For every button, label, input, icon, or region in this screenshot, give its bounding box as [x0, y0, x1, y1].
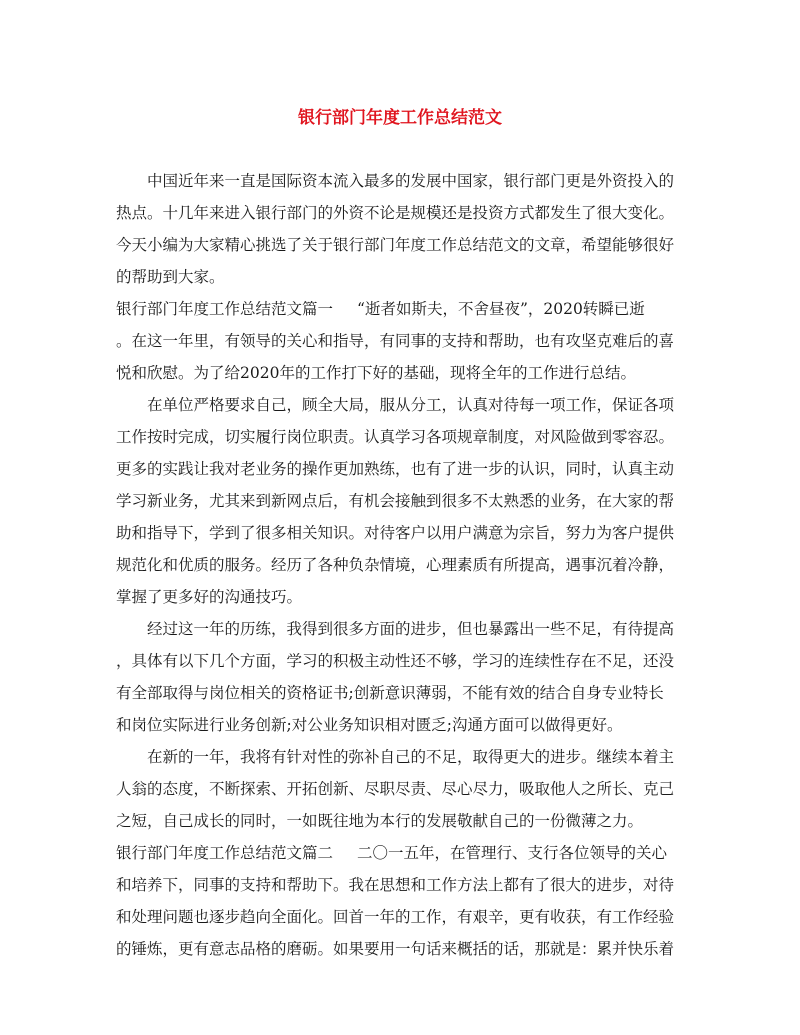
text-line: 学习新业务，尤其来到新网点后，有机会接触到很多不太熟悉的业务，在大家的帮	[116, 492, 675, 510]
text-line: 的帮助到大家。	[116, 268, 225, 286]
text-line: 经过这一年的历练，我得到很多方面的进步，但也暴露出一些不足，有待提高	[147, 620, 675, 638]
text-line: 和培养下，同事的支持和帮助下。我在思想和工作方法上都有了很大的进步，对待	[116, 876, 675, 894]
text-line: 中国近年来一直是国际资本流入最多的发展中国家，银行部门更是外资投入的	[147, 172, 675, 190]
text-line: 规范化和优质的服务。经历了各种负杂情境，心理素质有所提高，遇事沉着冷静，	[116, 556, 675, 574]
text-line: 更多的实践让我对老业务的操作更加熟练，也有了进一步的认识，同时，认真主动	[116, 460, 675, 478]
text-line: ，具体有以下几个方面，学习的积极主动性还不够，学习的连续性存在不足，还没	[116, 652, 675, 670]
text-line: 有全部取得与岗位相关的资格证书;创新意识薄弱，不能有效的结合自身专业特长	[116, 684, 664, 702]
section-heading-line	[116, 837, 686, 869]
text-line: 。在这一年里，有领导的关心和指导，有同事的支持和帮助，也有攻坚克难后的喜	[116, 332, 675, 350]
text-line: 之短，自己成长的同时，一如既往地为本行的发展敬献自己的一份微薄之力。	[116, 812, 644, 830]
text-line: 在新的一年，我将有针对性的弥补自己的不足，取得更大的进步。继续本着主	[147, 748, 675, 766]
text-line: 在单位严格要求自己，顾全大局，服从分工，认真对待每一项工作，保证各项	[147, 396, 675, 414]
section-heading-1: 银行部门年度工作总结范文篇一	[116, 300, 334, 318]
document-title: 银行部门年度工作总结范文	[298, 108, 502, 128]
text-line: 今天小编为大家精心挑选了关于银行部门年度工作总结范文的文章，希望能够很好	[116, 236, 675, 254]
text-line: 和岗位实际进行业务创新;对公业务知识相对匮乏;沟通方面可以做得更好。	[116, 716, 623, 734]
text-line: 悦和欣慰。为了给2020年的工作打下好的基础，现将全年的工作进行总结。	[116, 364, 636, 382]
document-body	[116, 165, 686, 965]
text-line: 助和指导下，学到了很多相关知识。对待客户以用户满意为宗旨，努力为客户提供	[116, 524, 675, 542]
text-line: 人翁的态度，不断探索、开拓创新、尽职尽责、尽心尽力，吸取他人之所长、克己	[116, 780, 675, 798]
text-line: 掌握了更多好的沟通技巧。	[116, 588, 303, 606]
text-line: 的锤炼，更有意志品格的磨砺。如果要用一句话来概括的话，那就是：累并快乐着	[116, 940, 675, 958]
text-line: 热点。十几年来进入银行部门的外资不论是规模还是投资方式都发生了很大变化。	[116, 204, 675, 222]
text-line: 工作按时完成，切实履行岗位职责。认真学习各项规章制度，对风险做到零容忍。	[116, 428, 675, 446]
text-segment: 二〇一五年，在管理行、支行各位领导的关心	[357, 844, 668, 862]
text-segment: “逝者如斯夫，不舍昼夜”，2020转瞬已逝	[357, 300, 645, 318]
section-heading-line	[116, 293, 686, 325]
section-heading-2: 银行部门年度工作总结范文篇二	[116, 844, 334, 862]
text-line: 和处理问题也逐步趋向全面化。回首一年的工作，有艰辛，更有收获，有工作经验	[116, 908, 675, 926]
